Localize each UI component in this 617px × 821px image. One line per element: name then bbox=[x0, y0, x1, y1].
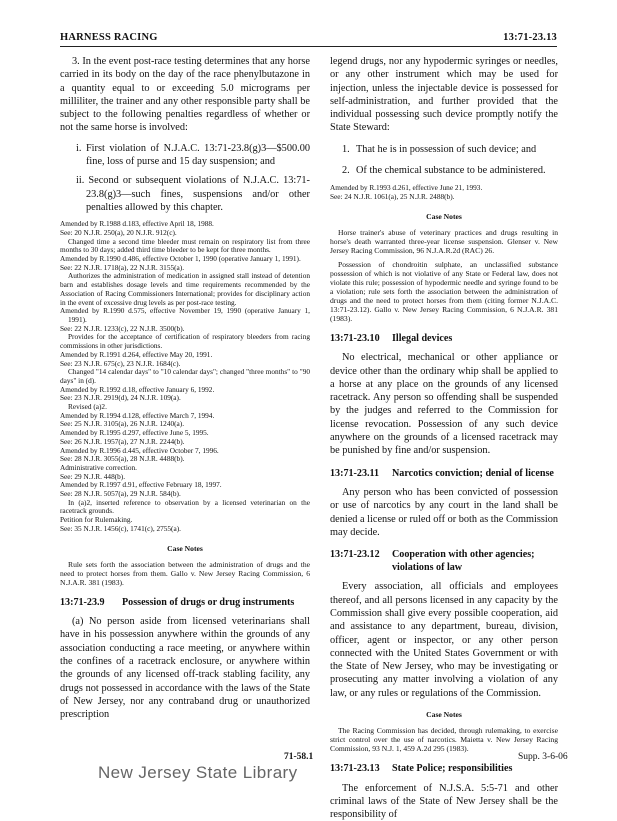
history-line: Revised (a)2. bbox=[68, 402, 107, 412]
case-notes-heading: Case Notes bbox=[426, 211, 462, 221]
history-line: Amended by R.1990 d.575, effective November 19, 1990 (operative January 1, 1991). bbox=[60, 306, 310, 324]
history-line: See: 23 N.J.R. 2919(d), 24 N.J.R. 109(a). bbox=[60, 393, 181, 403]
history-line: Administrative correction. bbox=[60, 462, 137, 472]
section-heading-23-9 bbox=[60, 597, 310, 610]
section-number: 13:71-23.12 bbox=[330, 549, 380, 561]
history-line: Amended by R.1990 d.486, effective October 1, 1990 (operative January 1, 1991). bbox=[60, 254, 301, 264]
case-note: Possession of chondroitin sulphate, an unclassified substance possession of which is not violative of any State or Federal law, does not violate this rule; possession of hypodermic needle and syringe found to be a violation; rule sets forth the association between the administration of drugs and the need to protect horses from them (citing former N.J.A.C. 13:71-23.12). Gallo v. New Jersey Racing Commission, 6 N.J.A.R. 381 (1983). bbox=[330, 259, 558, 323]
history-line: Petition for Rulemaking. bbox=[60, 515, 133, 525]
list-number: 2. bbox=[342, 165, 350, 177]
history-line: See: 28 N.J.R. 5057(a), 29 N.J.R. 584(b). bbox=[60, 489, 181, 499]
list-text: That he is in possession of such device; and bbox=[356, 143, 537, 155]
history-line: Amended by R.1995 d.297, effective June 5, 1995. bbox=[60, 428, 209, 438]
library-stamp: New Jersey State Library bbox=[98, 763, 298, 782]
section-number: 13:71-23.9 bbox=[60, 596, 105, 608]
case-notes-heading: Case Notes bbox=[426, 710, 462, 720]
header-title: HARNESS RACING bbox=[60, 32, 158, 43]
header-rule bbox=[60, 46, 557, 47]
left-column bbox=[60, 55, 310, 721]
section-23-9-body: (a) No person aside from licensed veterinarians shall have in his possession anywhere within the grounds of any association conducting a race meeting, or anywhere within the confines of a racetrack enclosure, or anywhere within the grounds of any licensed off-track stabling facility, any drugs not possessed in accordance with the laws of the State of New Jersey, nor any contraband drug or unauthorized prescription bbox=[60, 616, 310, 721]
section-title: State Police; responsibilities bbox=[392, 763, 513, 775]
history-line: See: 20 N.J.R. 250(a), 20 N.J.R. 912(c). bbox=[60, 227, 177, 237]
list-text: Of the chemical substance to be administered. bbox=[356, 165, 546, 177]
history-line: Amended by R.1996 d.445, effective October 7, 1996. bbox=[60, 445, 219, 455]
right-column bbox=[330, 55, 558, 821]
penalty-first-violation: i. First violation of N.J.A.C. 13:71-23.8(g)3—$500.00 fine, loss of purse and 15 day suspension; and bbox=[76, 142, 310, 168]
list-item-2 bbox=[342, 164, 558, 177]
history-line: Changed "14 calendar days" to "10 calendar days"; changed "three months" to "90 days" in (d). bbox=[60, 367, 310, 385]
section-23-10-body: No electrical, mechanical or other appliance or device other than the ordinary whip shall be applied to a horse at any place on the grounds of any licensed racetrack. Any person so offending shall be suspended by the judges and referred to the Commission for license revocation. Possession of any such device anywhere on the grounds of a licensed racetrack may be punished by fine and/or suspension. bbox=[330, 352, 558, 457]
section-title: Cooperation with other agencies; bbox=[392, 549, 535, 561]
running-header bbox=[60, 32, 557, 46]
history-line: See: 26 N.J.R. 1957(a), 27 N.J.R. 2244(b). bbox=[60, 436, 185, 446]
section-heading-23-10 bbox=[330, 333, 558, 346]
history-line: See: 25 N.J.R. 3105(a), 26 N.J.R. 1240(a). bbox=[60, 419, 185, 429]
list-item-1 bbox=[342, 143, 558, 156]
history-line: Amended by R.1988 d.183, effective April 18, 1988. bbox=[60, 219, 214, 229]
penalty-second-violation: ii. Second or subsequent violations of N.J.A.C. 13:71-23.8(g)3—such fines, suspensions and/or other penalties allowed by this chapter. bbox=[76, 175, 310, 213]
header-section: 13:71-23.13 bbox=[503, 32, 557, 43]
supplement-date: Supp. 3-6-06 bbox=[518, 752, 568, 762]
history-line: Authorizes the administration of medication in assigned stall instead of detention barn and establishes dosage levels and time requirements recommended by the Association of Racing Commissioners International; provides for disciplinary action in the event of excessive drug levels as per post-race testing. bbox=[60, 271, 310, 307]
history-line: Amended by R.1994 d.128, effective March 7, 1994. bbox=[60, 410, 215, 420]
section-title: Possession of drugs or drug instruments bbox=[122, 596, 295, 608]
history-line: See: 28 N.J.R. 3055(a), 28 N.J.R. 4488(b). bbox=[60, 454, 185, 464]
section-number: 13:71-23.13 bbox=[330, 763, 380, 775]
history-line: See: 29 N.J.R. 448(b). bbox=[60, 471, 126, 481]
amendment-history bbox=[60, 220, 310, 533]
history-line: In (a)2, inserted reference to observation by a licensed veterinarian on the racetrack grounds. bbox=[60, 497, 310, 516]
section-number: 13:71-23.10 bbox=[330, 332, 380, 344]
section-heading-23-11 bbox=[330, 468, 558, 481]
list-number: 1. bbox=[342, 143, 350, 155]
paragraph-3: 3. In the event post-race testing determines that any horse carried in its body on the day of the race phenylbutazone in a quantity equal to or exceeding 5.0 micrograms per milliliter, the trainer and any other responsible party shall be subject to the following penalties regardless of whether or not the same horse is involved: bbox=[60, 56, 310, 134]
section-heading-23-12 bbox=[330, 549, 558, 574]
section-23-12-body: Every association, all officials and employees thereof, and all persons licensed in any capacity by the Commission shall give every possible cooperation, aid and assistance to any department, bureau, division, officer, agent or inspector, or any other person connected with the United States Government or with the State of New Jersey, who may be investigating or prosecuting any matter involving a violation of any law, or any rules or regulations of the Commission. bbox=[330, 581, 558, 699]
case-note: Rule sets forth the association between the administration of drugs and the need to protect horses from them. Gallo v. New Jersey Racing Commission, 6 N.J.A.R. 381 (1983). bbox=[60, 559, 310, 587]
section-number: 13:71-23.11 bbox=[330, 467, 380, 479]
history-line: See: 22 N.J.R. 1718(a), 22 N.J.R. 3155(a). bbox=[60, 262, 185, 272]
section-title-line-2: violations of law bbox=[392, 561, 463, 573]
history-line: See: 24 N.J.R. 1061(a), 25 N.J.R. 2488(b). bbox=[330, 192, 455, 202]
section-title: Illegal devices bbox=[392, 332, 453, 344]
section-23-11-body: Any person who has been convicted of possession or use of narcotics by any court in the land shall be denied a license or ruled off or both as the Commission may decide. bbox=[330, 487, 559, 539]
amendment-history bbox=[330, 184, 558, 201]
case-note: The Racing Commission has decided, through rulemaking, to exercise strict control over the use of narcotics. Maietta v. New Jersey Racing Commission, 93 N.J. 1, 459 A.2d 295 (1983). bbox=[330, 726, 558, 754]
section-23-13-body: The enforcement of N.J.S.A. 5:5-71 and other criminal laws of the State of New Jersey shall be the responsibility of bbox=[330, 782, 558, 821]
history-line: Amended by R.1993 d.261, effective June 21, 1993. bbox=[330, 183, 483, 193]
history-line: Changed time a second time bleeder must remain on respiratory list from three months to 30 days; added third time bleeder to be kept for three months. bbox=[60, 236, 310, 255]
history-line: Amended by R.1992 d.18, effective January 6, 1992. bbox=[60, 384, 215, 394]
history-line: See: 35 N.J.R. 1456(c), 1741(c), 2755(a). bbox=[60, 523, 181, 533]
history-line: Amended by R.1997 d.91, effective February 18, 1997. bbox=[60, 480, 222, 490]
history-line: Provides for the acceptance of certification of respiratory bleeders from racing commissions in other jurisdictions. bbox=[60, 332, 310, 351]
history-line: Amended by R.1991 d.264, effective May 20, 1991. bbox=[60, 349, 213, 359]
page-number: 71-58.1 bbox=[284, 752, 314, 762]
case-notes-heading: Case Notes bbox=[167, 543, 203, 553]
section-heading-23-13 bbox=[330, 763, 558, 776]
case-note: Horse trainer's abuse of veterinary practices and drugs resulting in horse's death warranted three-year license suspension. Glenser v. New Jersey Racing Commission, 96 N.J.A.R.2d (RAC) 26. bbox=[330, 227, 558, 255]
history-line: See: 23 N.J.R. 675(c), 23 N.J.R. 1684(c). bbox=[60, 358, 181, 368]
section-23-9-continued: legend drugs, nor any hypodermic syringes or needles, or any other instrument which may be used for injection, unless the injectable device is possessed for self-administration, and further provided that the individual possessing such device promptly notify the State Steward: bbox=[330, 56, 558, 134]
section-title: Narcotics conviction; denial of license bbox=[392, 467, 554, 479]
history-line: See: 22 N.J.R. 1233(c), 22 N.J.R. 3500(b). bbox=[60, 323, 185, 333]
